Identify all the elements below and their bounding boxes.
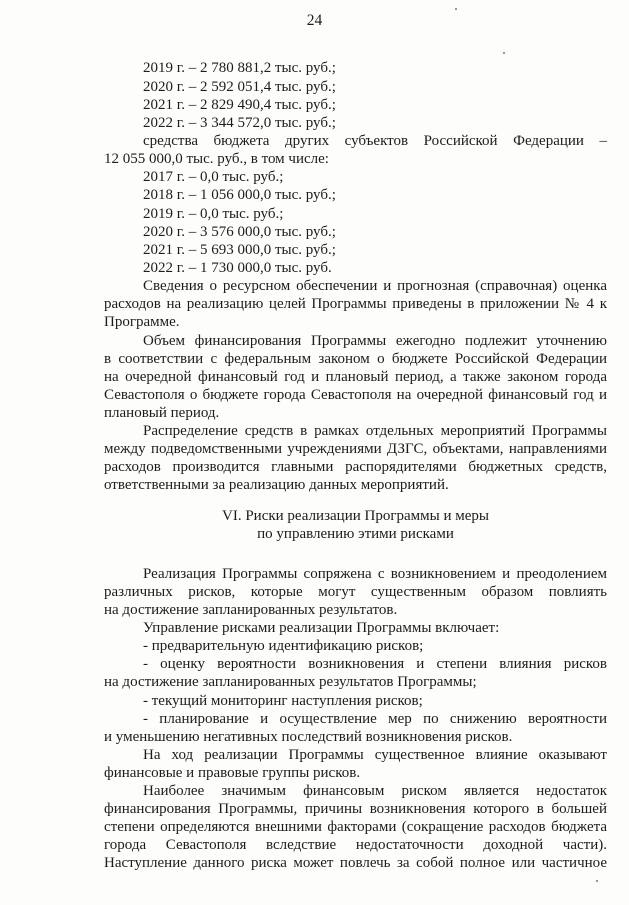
budget-line: 2022 г. – 1 730 000,0 тыс. руб. [143,260,332,276]
section-heading: по управлению этими рисками [257,526,454,542]
paragraph-line: Объем финансирования Программы ежегодно подлежит уточнению [143,333,607,349]
paragraph-line: Управление рисками реализации Программы включает: [143,620,500,636]
budget-line: 2018 г. – 1 056 000,0 тыс. руб.; [143,187,336,203]
budget-line: 2020 г. – 2 592 051,4 тыс. руб.; [143,79,336,95]
paragraph-line: Наиболее значимым финансовым риском является недостаток [143,783,607,799]
budget-line: 2019 г. – 0,0 тыс. руб.; [143,206,284,222]
paragraph-line: в соответствии с федеральным законом о бюджете Российской Федерации [104,351,607,367]
paragraph-line: плановый период. [104,405,220,421]
paragraph-line: между подведомственными учреждениями ДЗГС, объектами, направлениями [104,441,607,457]
budget-line: 2021 г. – 5 693 000,0 тыс. руб.; [143,242,336,258]
paragraph-line: Наступление данного риска может повлечь за собой полное или частичное [104,855,607,871]
budget-line: 2019 г. – 2 780 881,2 тыс. руб.; [143,60,336,76]
list-item: - оценку вероятности возникновения и степени влияния рисков [143,656,607,672]
paragraph-line: На ход реализации Программы существенное влияние оказывают [143,747,607,763]
scan-speck [596,880,598,882]
list-item: - планирование и осуществление мер по снижению вероятности [143,711,607,727]
paragraph-line: Распределение средств в рамках отдельных мероприятий Программы [143,423,607,439]
paragraph-line: различных рисков, которые могут существенным образом повлиять [104,584,607,600]
paragraph-line: 12 055 000,0 тыс. руб., в том числе: [104,151,329,167]
list-item: - предварительную идентификацию рисков; [143,638,424,654]
paragraph-line: на очередной финансовый год и плановый период, а также законом города [104,369,607,385]
budget-line: 2021 г. – 2 829 490,4 тыс. руб.; [143,97,336,113]
page-number: 24 [306,12,323,29]
paragraph-line: финансовые и правовые группы рисков. [104,765,361,781]
paragraph-line: степени определяются внешними факторами (сокращение расходов бюджета [104,819,607,835]
scan-speck [503,52,505,54]
paragraph-line: Севастополя о бюджете города Севастополя на очередной финансовый год и [104,387,607,403]
paragraph-line: Программе. [104,314,180,330]
list-item: - текущий мониторинг наступления рисков; [143,693,423,709]
paragraph-line: Реализация Программы сопряжена с возникновением и преодолением [143,566,607,582]
paragraph-line: города Севастополя вследствие недостаточности доходной части). [104,837,607,853]
paragraph-line: ответственными за реализацию данных мероприятий. [104,477,449,493]
list-item: на достижение запланированных результатов Программы; [104,674,477,690]
budget-line: 2022 г. – 3 344 572,0 тыс. руб.; [143,115,336,131]
list-item: и уменьшению негативных последствий возникновения рисков. [104,729,513,745]
budget-line: 2017 г. – 0,0 тыс. руб.; [143,169,284,185]
paragraph-line: Сведения о ресурсном обеспечении и прогнозная (справочная) оценка [143,278,607,294]
budget-line: 2020 г. – 3 576 000,0 тыс. руб.; [143,224,336,240]
scan-speck [455,8,457,10]
paragraph-line: финансирования Программы, причины возникновения которого в большей [104,801,607,817]
paragraph-line: средства бюджета других субъектов Российской Федерации – [143,133,607,149]
paragraph-line: расходов производится главными распорядителями бюджетных средств, [104,459,607,475]
section-heading: VI. Риски реализации Программы и меры [222,508,489,524]
paragraph-line: расходов на реализацию целей Программы приведены в приложении № 4 к [104,296,607,312]
paragraph-line: на достижение запланированных результатов. [104,602,398,618]
